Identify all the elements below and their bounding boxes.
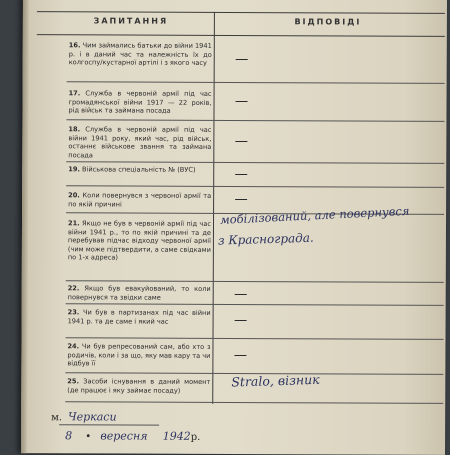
date-month: вересня (100, 429, 148, 443)
questions-column-title: ЗАПИТАННЯ (93, 16, 169, 26)
question-24: 24. Чи був репресований сам, або хто з родичів, коли і за що, яку мав кару та чи відбув її (67, 342, 211, 368)
answer-25: Stralo, візник (231, 371, 320, 390)
question-19: 19. Військова спеціальність № (ВУС) (68, 165, 196, 174)
row-divider (67, 81, 445, 84)
date-suffix: р. (190, 431, 201, 443)
question-25: 25. Засоби існування в даний момент (де працює і яку займає посаду) (67, 377, 211, 395)
answers-column-title: ВІДПОВІДІ (294, 17, 362, 27)
answer-22 (235, 294, 247, 295)
answer-19 (235, 174, 247, 175)
answer-21-line1: мобілізований, але повернувся (219, 203, 410, 227)
place-prefix: м. (51, 412, 63, 424)
table-header (37, 11, 445, 37)
question-21: 21. Якщо не був в червоній армії під час війни 1941 р., то по якій причині та де перебував підчас відходу червоної армії (чим може підтвердити, а саме свідками по 1-х адреса) (67, 219, 212, 262)
date-day: 8 (65, 429, 73, 443)
column-divider (212, 12, 215, 404)
page-edge (21, 0, 29, 453)
place-underline (59, 424, 159, 425)
answer-16 (236, 59, 248, 60)
question-20: 20. Коли повернувся з червоної армії та по якій причині (68, 191, 212, 209)
answer-20 (235, 199, 247, 200)
question-16: 16. Чим займались батьки до війни 1941 р. і в даний час та належність їх до колгоспу/кустарної артілі і з якого часу (68, 41, 212, 68)
answer-23 (235, 320, 247, 321)
place-value: Черкаси (68, 410, 117, 424)
question-18: 18. Служба в червоній армії під час війни 1941 року, який час, рід військ, останнє військове звання та займана посада (68, 125, 212, 160)
place-line (51, 410, 116, 423)
date-year: 1942 (162, 429, 191, 443)
row-divider (66, 185, 444, 188)
row-divider (66, 119, 444, 122)
answer-24 (234, 355, 246, 356)
date-dot: • (85, 431, 92, 443)
question-23: 23. Чи був в партизанах під час війни 1941 р. та де саме і який час (67, 308, 211, 326)
row-divider (66, 303, 444, 306)
answer-21-line2: з Краснограда. (217, 230, 314, 248)
row-divider (66, 161, 444, 164)
row-divider (66, 337, 444, 340)
question-17: 17. Служба в червоній армії під час громадянської війни 1917 — 22 років, рід військ та займана посада (68, 89, 212, 115)
document-page (21, 0, 447, 455)
answer-17 (236, 101, 248, 102)
answer-18 (235, 141, 247, 142)
row-divider (66, 280, 444, 283)
question-22: 22. Якщо був евакуйований, то коли повернувся та звідки саме (67, 284, 211, 302)
row-divider (65, 401, 443, 404)
date-line (65, 429, 200, 443)
